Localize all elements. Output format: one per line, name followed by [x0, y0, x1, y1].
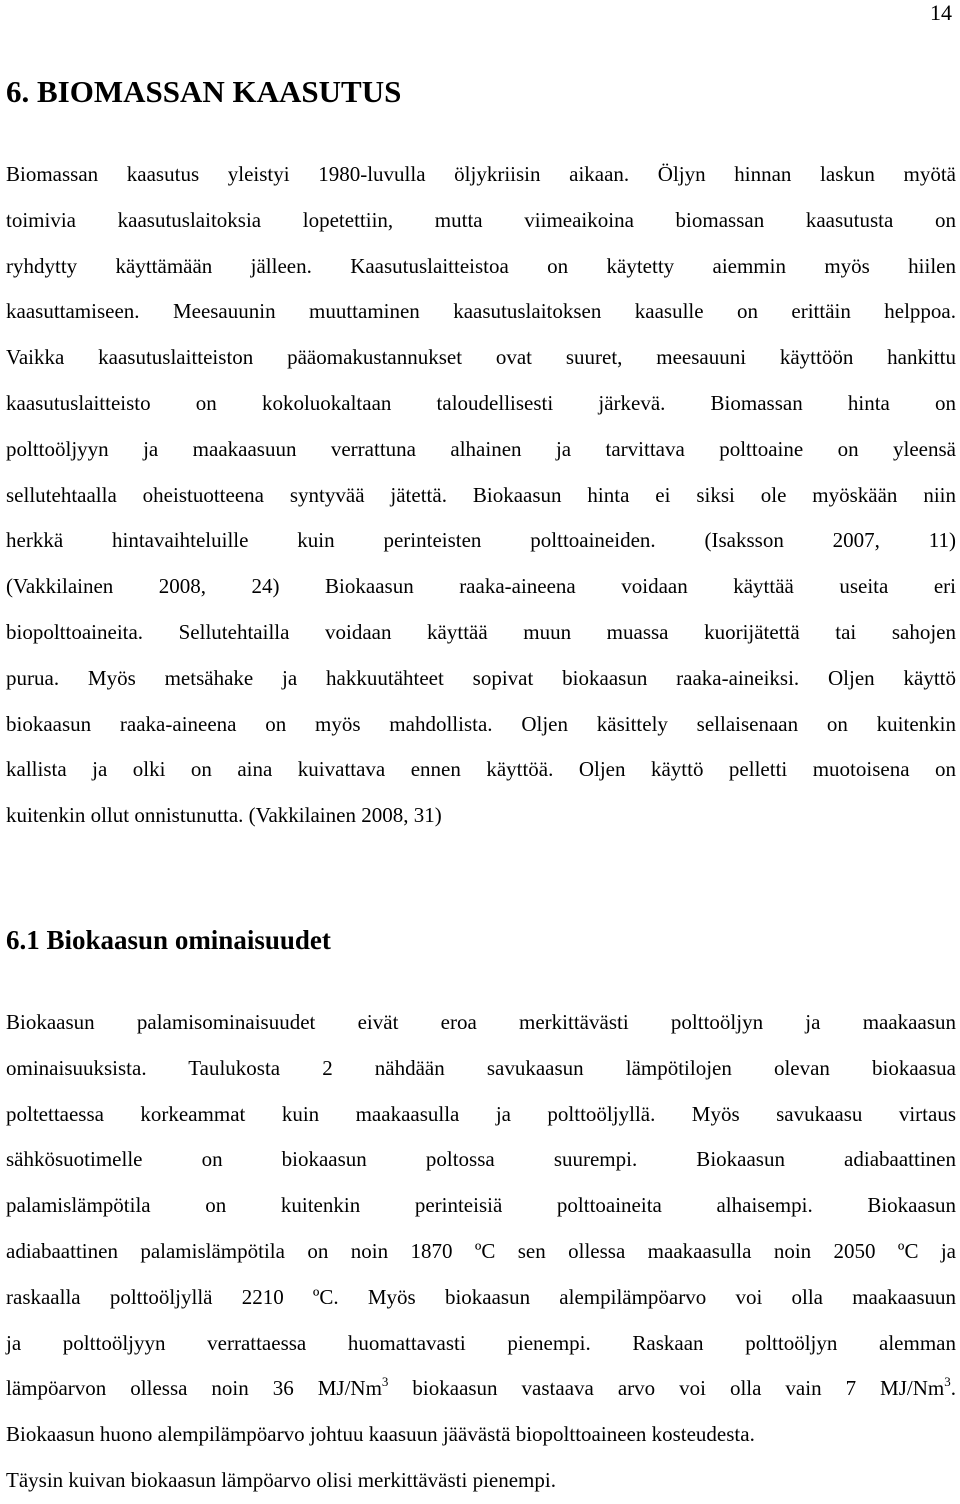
- paragraph-line: toimivia kaasutuslaitoksia lopetettiin, mutta viimeaikoina biomassan kaasutusta on: [6, 207, 956, 232]
- paragraph-line: Biomassan kaasutus yleistyi 1980-luvulla öljykriisin aikaan. Öljyn hinnan laskun myötä: [6, 162, 956, 186]
- line-text: .: [950, 1376, 956, 1401]
- paragraph-line: polttoöljyyn ja maakaasuun verrattuna alhainen ja tarvittava polttoaine on yleensä: [6, 436, 956, 461]
- paragraph-line: kaasuttamiseen. Meesauunin muuttaminen kaasutuslaitoksen kaasulle on erittäin helppoa.: [6, 299, 956, 324]
- subsection-paragraph: [6, 1000, 956, 1504]
- superscript: 3: [381, 1374, 389, 1390]
- paragraph-line-with-superscript: [6, 1366, 956, 1412]
- page-number: 14: [930, 0, 952, 25]
- paragraph-line: adiabaattinen palamislämpötila on noin 1870 ºC sen ollessa maakaasulla noin 2050 ºC ja: [6, 1238, 956, 1263]
- paragraph-line: kuitenkin ollut onnistunutta. (Vakkilainen 2008, 31): [6, 803, 442, 828]
- paragraph-line: kallista ja olki on aina kuivattava ennen käyttöä. Oljen käyttö pelletti muotoisena on: [6, 757, 956, 782]
- paragraph-line: Täysin kuivan biokaasun lämpöarvo olisi merkittävästi pienempi.: [6, 1467, 556, 1492]
- paragraph-line: Vaikka kaasutuslaitteiston pääomakustannukset ovat suuret, meesauuni käyttöön hankittu: [6, 345, 956, 370]
- paragraph-line: ominaisuuksista. Taulukosta 2 nähdään savukaasun lämpötilojen olevan biokaasua: [6, 1055, 956, 1080]
- paragraph-line: palamislämpötila on kuitenkin perinteisiä polttoaineita alhaisempi. Biokaasun: [6, 1193, 956, 1218]
- paragraph-line: (Vakkilainen 2008, 24) Biokaasun raaka-aineena voidaan käyttää useita eri: [6, 574, 956, 599]
- paragraph-line: biopolttoaineita. Sellutehtailla voidaan käyttää muun muassa kuorijätettä tai sahojen: [6, 619, 956, 644]
- paragraph-line: poltettaessa korkeammat kuin maakaasulla ja polttoöljyllä. Myös savukaasu virtaus: [6, 1101, 956, 1126]
- paragraph-line: purua. Myös metsähake ja hakkuutähteet sopivat biokaasun raaka-aineiksi. Oljen käyttö: [6, 665, 956, 690]
- paragraph-line: Biokaasun palamisominaisuudet eivät eroa merkittävästi polttoöljyn ja maakaasun: [6, 1010, 956, 1034]
- line-text: lämpöarvon ollessa noin 36 MJ/Nm: [6, 1376, 382, 1401]
- line-text: biokaasun vastaava arvo voi olla vain 7 MJ/Nm: [388, 1376, 945, 1401]
- paragraph-line: herkkä hintavaihteluille kuin perinteisten polttoaineiden. (Isaksson 2007, 11): [6, 528, 956, 553]
- paragraph-line: ryhdytty käyttämään jälleen. Kaasutuslaitteistoa on käytetty aiemmin myös hiilen: [6, 253, 956, 278]
- superscript: 3: [944, 1374, 951, 1390]
- paragraph-line: sellutehtaalla oheistuotteena syntyvää jätettä. Biokaasun hinta ei siksi ole myöskään niin: [6, 482, 956, 507]
- paragraph-line: raskaalla polttoöljyllä 2210 ºC. Myös biokaasun alempilämpöarvo voi olla maakaasuun: [6, 1284, 956, 1309]
- section-heading: 6. BIOMASSAN KAASUTUS: [6, 74, 402, 109]
- paragraph-line: kaasutuslaitteisto on kokoluokaltaan taloudellisesti järkevä. Biomassan hinta on: [6, 390, 956, 415]
- paragraph-line: biokaasun raaka-aineena on myös mahdollista. Oljen käsittely sellaisenaan on kuitenkin: [6, 711, 956, 736]
- paragraph-line: ja polttoöljyyn verrattaessa huomattavasti pienempi. Raskaan polttoöljyn alemman: [6, 1330, 956, 1355]
- paragraph-line: Biokaasun huono alempilämpöarvo johtuu kaasuun jäävästä biopolttoaineen kosteudesta.: [6, 1422, 755, 1447]
- section-paragraph: [6, 152, 956, 839]
- subsection-heading: 6.1 Biokaasun ominaisuudet: [6, 925, 331, 955]
- paragraph-line: sähkösuotimelle on biokaasun poltossa suurempi. Biokaasun adiabaattinen: [6, 1147, 956, 1172]
